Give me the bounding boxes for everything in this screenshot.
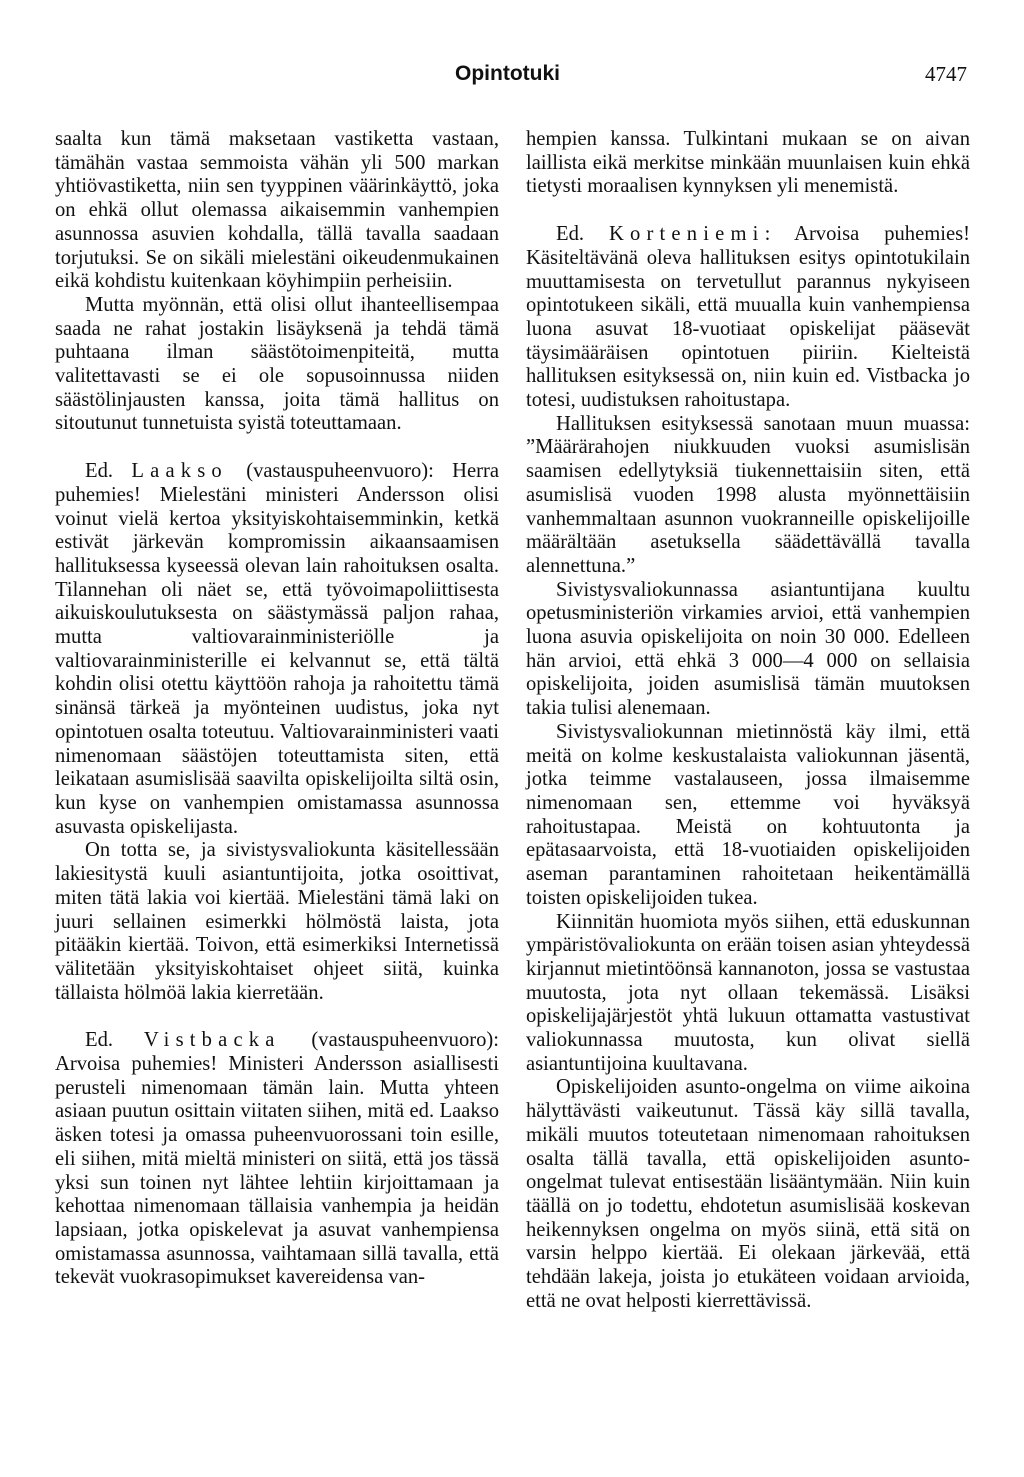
speaker-prefix: Ed.	[85, 1029, 114, 1052]
page-number: 4747	[925, 62, 967, 86]
speaker-name: Korteniemi	[608, 223, 765, 246]
paragraph: Opiskelijoiden asunto-ongelma on viime aikoina hälyttävästi vaikeutunut. Tässä käy sillä tavalla, mikäli muutos toteutetaan nimenomaan rahoituksen osalta tällä tavalla, että opiskelijoiden asunto-ongelmat tulevat entisestään lisääntymään. Niin kuin täällä on jo todettu, ehdotetun asumislisää koskevan heikennyksen ongelma on myös siinä, että sitä on varsin helppo kiertää. Ei olekaan järkevää, että tehdään lakeja, joista jo etukäteen voidaan arvioida, että ne ovat helposti kierrettävissä.	[526, 1076, 970, 1312]
paragraph: Hallituksen esityksessä sanotaan muun muassa: ”Määrärahojen niukkuuden vuoksi asumislisän saamisen edellytyksiä tiukennettaisiin siten, että asumislisä vuoden 1998 alusta myönnettäisiin vanhemmaltaan asunnon vuokranneille opiskelijoille määrältään asetuksella säädettävällä tavalla alennettuna.”	[526, 412, 970, 577]
paragraph: Mutta myönnän, että olisi ollut ihanteellisempaa saada ne rahat jostakin lisäyksenä ja tehdä tämä puhtaana ilman säästötoimenpiteitä, mutta valitettavasti se ei ole sopusoinnussa niiden säästölinjausten kanssa, joita tämä hallitus on sitoutunut tunnetuista syistä toteuttamaan.	[55, 293, 499, 435]
paragraph: Sivistysvaliokunnassa asiantuntijana kuultu opetusministeriön virkamies arvioi, että vanhempien luona asuvia opiskelijoita on noin 30 000. Edelleen hän arvioi, että ehkä 3 000—4 000 on sellaisia opiskelijoita, joiden asumislisä tämän muutoksen takia tulisi alenemaan.	[526, 578, 970, 720]
speech-paragraph: Ed. Laakso (vastauspuheenvuoro): Herra puhemies! Mielestäni ministeri Andersson olisi voinut vielä kertoa yksityiskohtaisemminkin, ketkä estivät järkevän kompromissin aikaansaamisen hallituksessa kyseessä olevan lain rahoituksen osalta. Tilannehan oli näet se, että työvoimapoliittisesta aikuiskoulutuksesta on säästymässä paljon rahaa, mutta valtiovarainministeriölle ja valtiovarainministerille ei kelvannut se, että tältä kohdin olisi otettu käyttöön rahoja ja rahoitettu tämä sinänsä tärkeä ja myönteinen uudistus, joka nyt opintotuen osalta toteutuu. Valtiovarainministeri vaati nimenomaan säästöjen toteuttamista siten, että leikataan asumislisää saavilta opiskelijoilta siltä osin, kun kyse on vanhempien omistamassa asunnossa asuvasta opiskelijasta.	[55, 460, 500, 838]
speech-paragraph: Ed. Vistbacka (vastauspuheenvuoro): Arvoisa puhemies! Ministeri Andersson asiallisesti perusteli nimenomaan tämän lain. Mutta yhteen asiaan puutun osittain viitaten siihen, mitä ed. Laakso äsken totesi ja omassa puheenvuorossani toin esille, eli siihen, mitä mieltä ministeri on siitä, että jos tässä yksi sun toinen nyt lähtee lehtiin kirjoittamaan ja kehottaa nimenomaan tällaisia vanhempia ja heidän lapsiaan, jotka opiskelevat ja asuvat vanhempiensa omistamassa asunnossa, vaihtamaan sillä tavalla, että tekevät vuokrasopimukset kavereidensa van-	[55, 1029, 499, 1289]
speaker-prefix: Ed.	[556, 223, 585, 246]
speaker-name: Laakso	[131, 460, 228, 483]
paragraph: saalta kun tämä maksetaan vastiketta vastaan, tämähän vastaa semmoista vähän yli 500 markan yhtiövastiketta, niin sen tyyppinen väärinkäyttö, joka on ehkä ollut olemassa aikaisemmin vanhempien asunnossa asuvien kohdalla, tällä tavalla saadaan torjutuksi. Se on sikäli mielestäni oikeudenmukainen eikä kohdistu kuitenkaan köyhimpiin perheisiin.	[55, 128, 499, 293]
speaker-name: Vistbacka	[143, 1029, 281, 1052]
running-title: Opintotuki	[455, 62, 560, 85]
right-column	[526, 128, 970, 1313]
paragraph: hempien kanssa. Tulkintani mukaan se on aivan laillista eikä merkitse minkään muunlaisen kuin ehkä tietysti moraalisen kynnyksen yli menemistä.	[526, 128, 970, 198]
paragraph: On totta se, ja sivistysvaliokunta käsitellessään lakiesitystä kuuli asiantuntijoita, jotka osoittivat, miten tätä lakia voi kiertää. Mielestäni tämä laki on juuri sellainen esimerkki hölmöstä laista, jota pitääkin kiertää. Toivon, että esimerkiksi Internetissä välitetään yksityiskohtaiset ohjeet siitä, kuinka tällaista hölmöä lakia kierretään.	[55, 839, 499, 1004]
speaker-prefix: Ed.	[85, 460, 114, 483]
left-column	[55, 128, 499, 1290]
running-header	[55, 62, 967, 92]
paragraph: Kiinnitän huomiota myös siihen, että eduskunnan ympäristövaliokunta on erään toisen asian yhteydessä kirjannut mietintöönsä kannanoton, jossa se vastustaa muutosta, jota nyt ollaan tekemässä. Lisäksi opiskelijajärjestöt yhtä lukuun ottamatta vastustivat valiokunnassa muutosta, kun olivat siellä asiantuntijoina kuultavana.	[526, 910, 970, 1075]
speech-paragraph: Ed. Korteniemi: Arvoisa puhemies! Käsiteltävänä oleva hallituksen esitys opintotukilain muuttamisesta on tervetullut parannus nykyiseen opintotukeen sikäli, että muualla kuin vanhempiensa luona asuvat 18-vuotiaat opiskelijat pääsevät täysimääräisen opintotuen piiriin. Kielteistä hallituksen esityksessä on, niin kuin ed. Vistbacka jo totesi, uudistuksen rahoitustapa.	[526, 223, 970, 412]
paragraph: Sivistysvaliokunnan mietinnöstä käy ilmi, että meitä on kolme keskustalaista valiokunnan jäsentä, jotka teimme vastalauseen, jossa ilmaisemme nimenomaan sen, ettemme voi hyväksyä rahoitustapaa. Meistä on kohtuutonta ja epätasaarvoista, että 18-vuotiaiden opiskelijoiden aseman parantaminen rahoitetaan heikentämällä toisten opiskelijoiden tukea.	[526, 720, 970, 909]
